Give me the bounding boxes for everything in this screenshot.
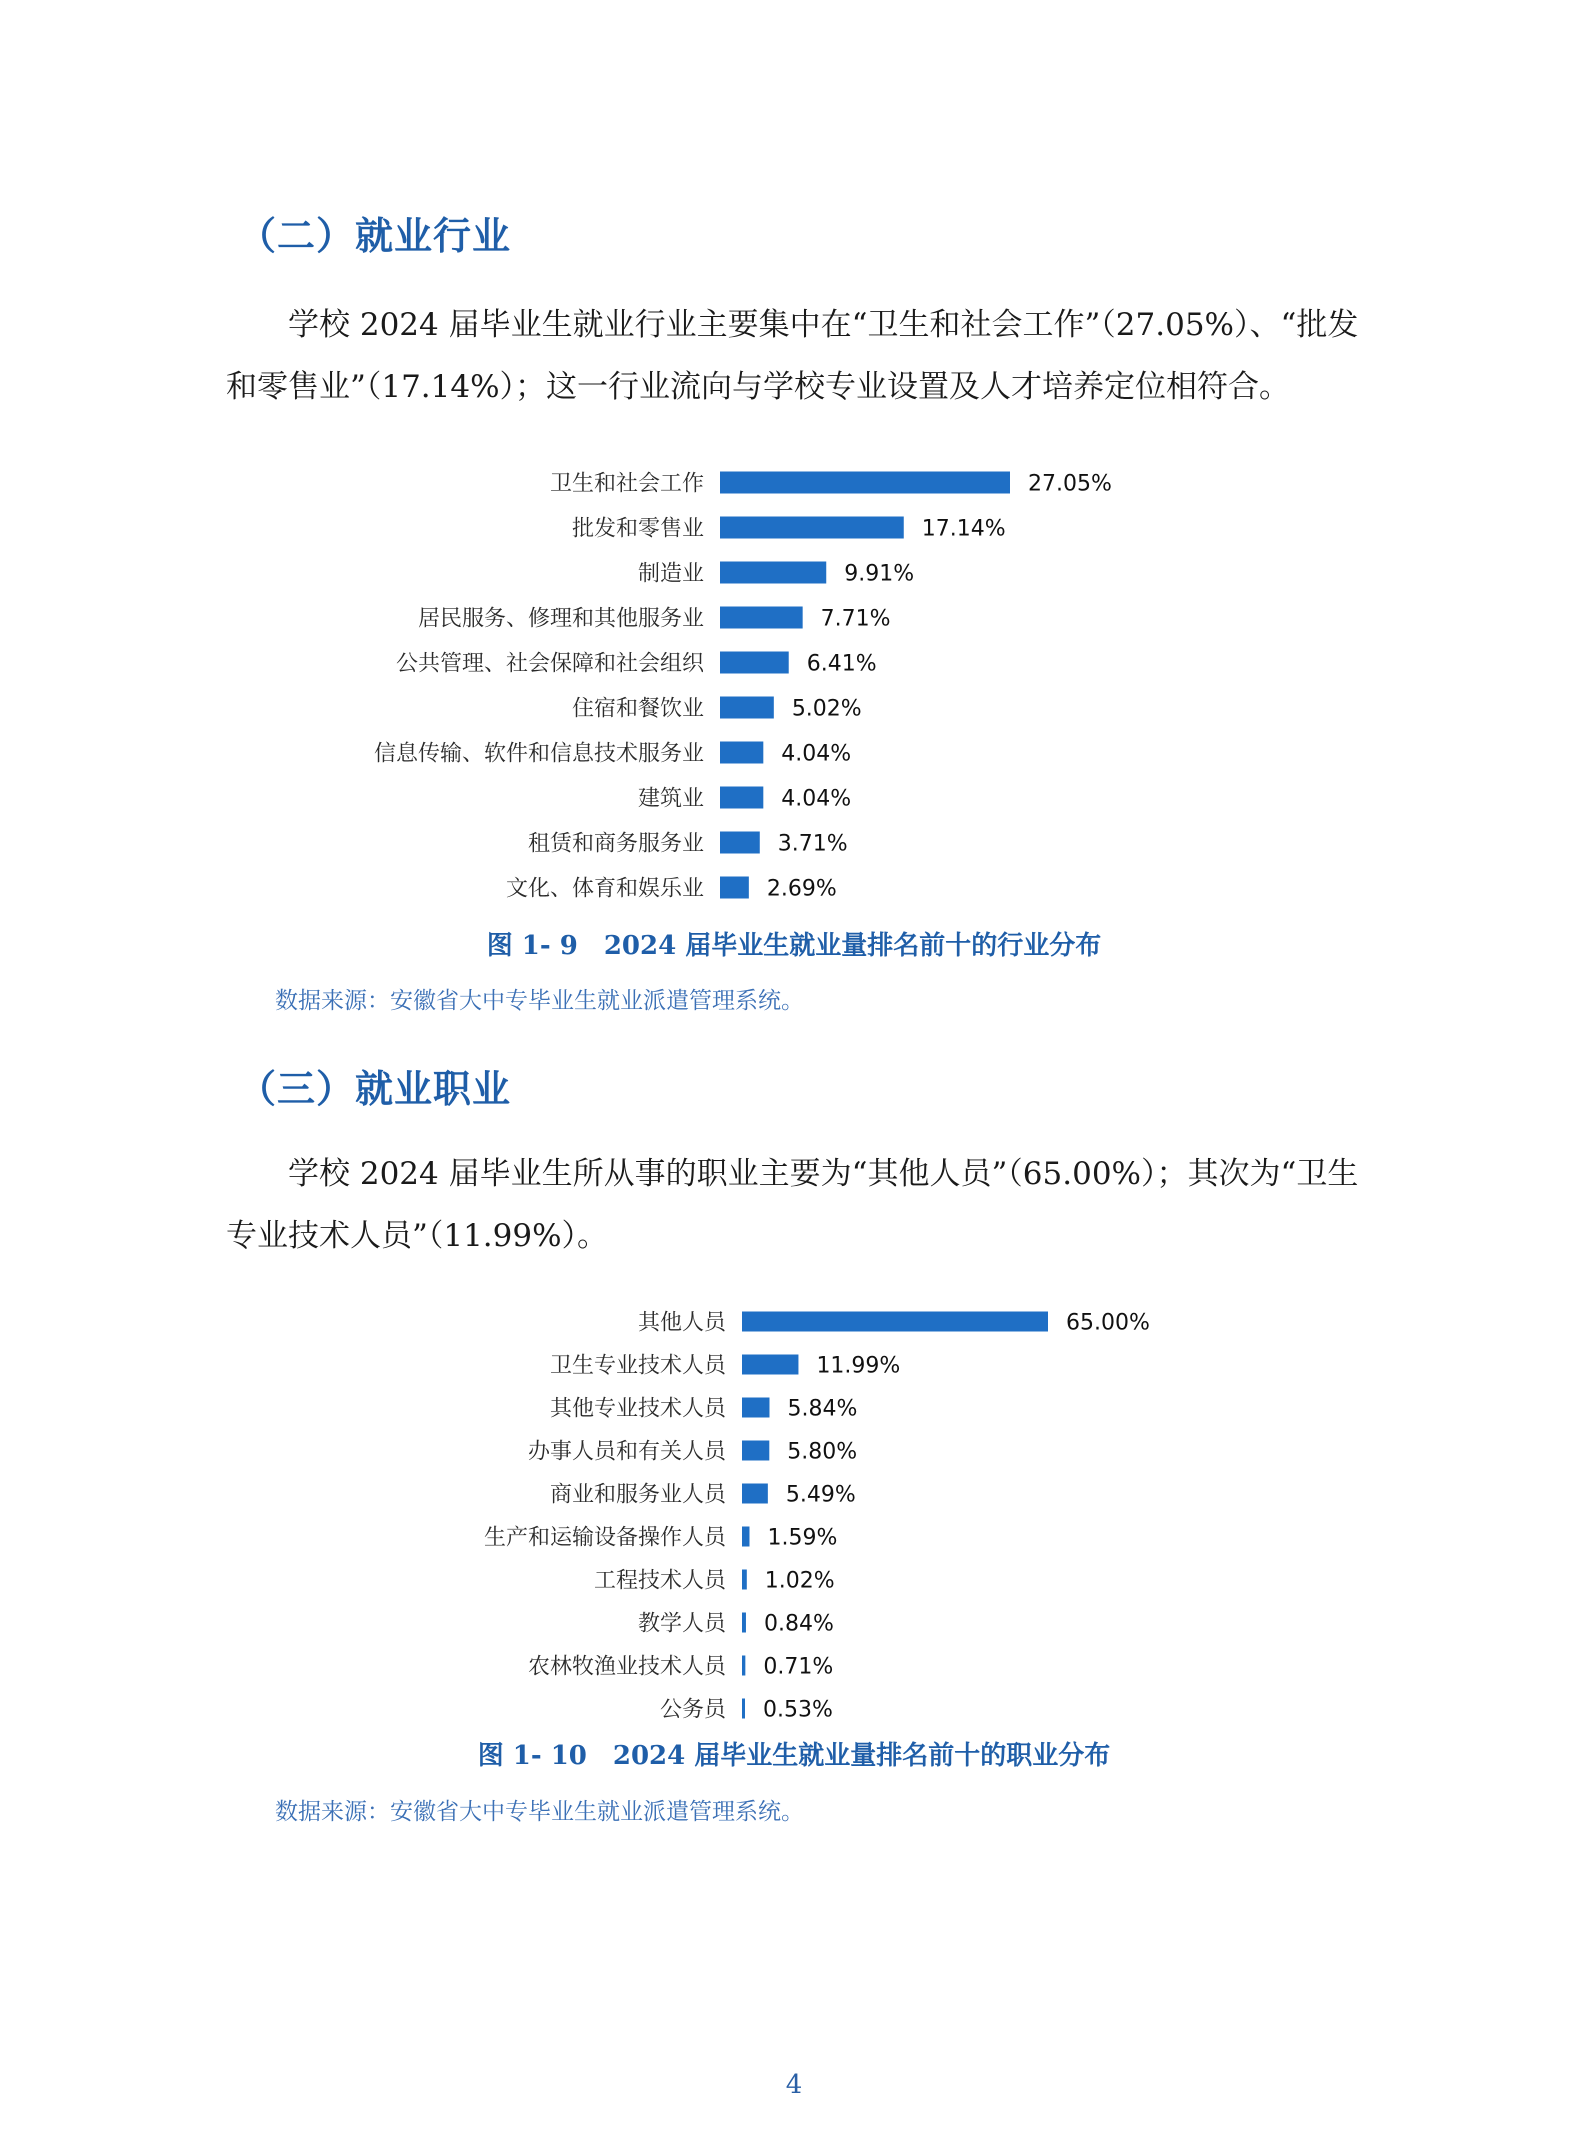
occupation-category-label: 工程技术人员: [593, 1568, 726, 1594]
occupation-category-label: 商业和服务业人员: [549, 1482, 726, 1508]
occupation-value-label: 5.84%: [787, 1396, 858, 1422]
industry-category-label: 批发和零售业: [571, 516, 704, 542]
industry-bar: [720, 517, 904, 539]
industry-paragraph: 学校 2024 届毕业生就业行业主要集中在“卫生和社会工作”（27.05%）、“批发和零售业”（17.14%）；这一行业流向与学校专业设置及人才培养定位相符合。: [226, 307, 1359, 405]
industry-category-label: 信息传输、软件和信息技术服务业: [373, 741, 704, 767]
industry-bar: [720, 607, 803, 629]
section-heading-industry: （二）就业行业: [238, 214, 512, 258]
occupation-data-source: 数据来源：安徽省大中专毕业生就业派遣管理系统。: [275, 1799, 804, 1825]
industry-value-label: 6.41%: [806, 651, 877, 677]
industry-bar: [720, 877, 749, 899]
industry-value-label: 27.05%: [1028, 471, 1112, 497]
industry-figure-caption: 图 1- 9 2024 届毕业生就业量排名前十的行业分布: [486, 931, 1102, 961]
occupation-value-label: 5.80%: [787, 1439, 858, 1465]
occupation-figure-caption: 图 1- 10 2024 届毕业生就业量排名前十的职业分布: [477, 1741, 1111, 1771]
industry-value-label: 9.91%: [844, 561, 915, 587]
section-heading-occupation: （三）就业职业: [238, 1067, 512, 1111]
industry-value-label: 7.71%: [820, 606, 891, 632]
industry-value-label: 4.04%: [781, 786, 852, 812]
industry-category-label: 居民服务、修理和其他服务业: [417, 606, 704, 632]
industry-category-label: 租赁和商务服务业: [527, 831, 704, 857]
occupation-category-label: 办事人员和有关人员: [527, 1439, 726, 1465]
occupation-bar: [742, 1527, 749, 1547]
occupation-category-label: 农林牧渔业技术人员: [527, 1654, 726, 1680]
industry-value-label: 2.69%: [766, 876, 837, 902]
industry-value-label: 17.14%: [921, 516, 1006, 542]
industry-category-label: 文化、体育和娱乐业: [505, 876, 704, 902]
occupation-value-label: 0.84%: [763, 1611, 834, 1637]
occupation-value-label: 5.49%: [785, 1482, 856, 1508]
industry-bar: [720, 562, 826, 584]
industry-bar: [720, 472, 1010, 494]
industry-value-label: 4.04%: [781, 741, 852, 767]
industry-bar-chart: [0, 440, 1588, 902]
industry-category-label: 建筑业: [637, 786, 704, 812]
occupation-value-label: 65.00%: [1066, 1310, 1150, 1336]
occupation-value-label: 1.59%: [767, 1525, 838, 1551]
industry-category-label: 住宿和餐饮业: [571, 696, 704, 722]
occupation-value-label: 0.71%: [763, 1654, 834, 1680]
occupation-bar: [742, 1656, 745, 1676]
occupation-bar: [742, 1355, 798, 1375]
industry-bar: [720, 697, 774, 719]
occupation-category-label: 生产和运输设备操作人员: [483, 1525, 726, 1551]
occupation-bar: [742, 1441, 769, 1461]
occupation-bar: [742, 1570, 747, 1590]
industry-value-label: 5.02%: [791, 696, 862, 722]
industry-bar: [720, 787, 763, 809]
industry-value-label: 3.71%: [777, 831, 848, 857]
industry-category-label: 卫生和社会工作: [549, 471, 704, 497]
occupation-bar: [742, 1613, 746, 1633]
occupation-category-label: 卫生专业技术人员: [549, 1353, 726, 1379]
industry-category-label: 制造业: [637, 561, 704, 587]
occupation-value-label: 1.02%: [764, 1568, 835, 1594]
occupation-bar-chart: [0, 1280, 1588, 1723]
occupation-paragraph: 学校 2024 届毕业生所从事的职业主要为“其他人员”（65.00%）；其次为“卫生专业技术人员”（11.99%）。: [226, 1156, 1359, 1254]
industry-data-source: 数据来源：安徽省大中专毕业生就业派遣管理系统。: [275, 988, 804, 1014]
industry-bar: [720, 652, 789, 674]
occupation-category-label: 公务员: [659, 1697, 726, 1723]
occupation-bar: [742, 1312, 1048, 1332]
occupation-category-label: 其他人员: [637, 1310, 726, 1336]
occupation-value-label: 11.99%: [816, 1353, 901, 1379]
occupation-bar: [742, 1398, 769, 1418]
page-number: 4: [785, 2070, 803, 2100]
occupation-category-label: 教学人员: [637, 1611, 726, 1637]
occupation-category-label: 其他专业技术人员: [549, 1396, 726, 1422]
industry-category-label: 公共管理、社会保障和社会组织: [395, 651, 704, 677]
occupation-value-label: 0.53%: [763, 1697, 833, 1723]
industry-bar: [720, 832, 760, 854]
occupation-bar: [742, 1484, 768, 1504]
occupation-bar: [742, 1699, 745, 1719]
industry-bar: [720, 742, 763, 764]
